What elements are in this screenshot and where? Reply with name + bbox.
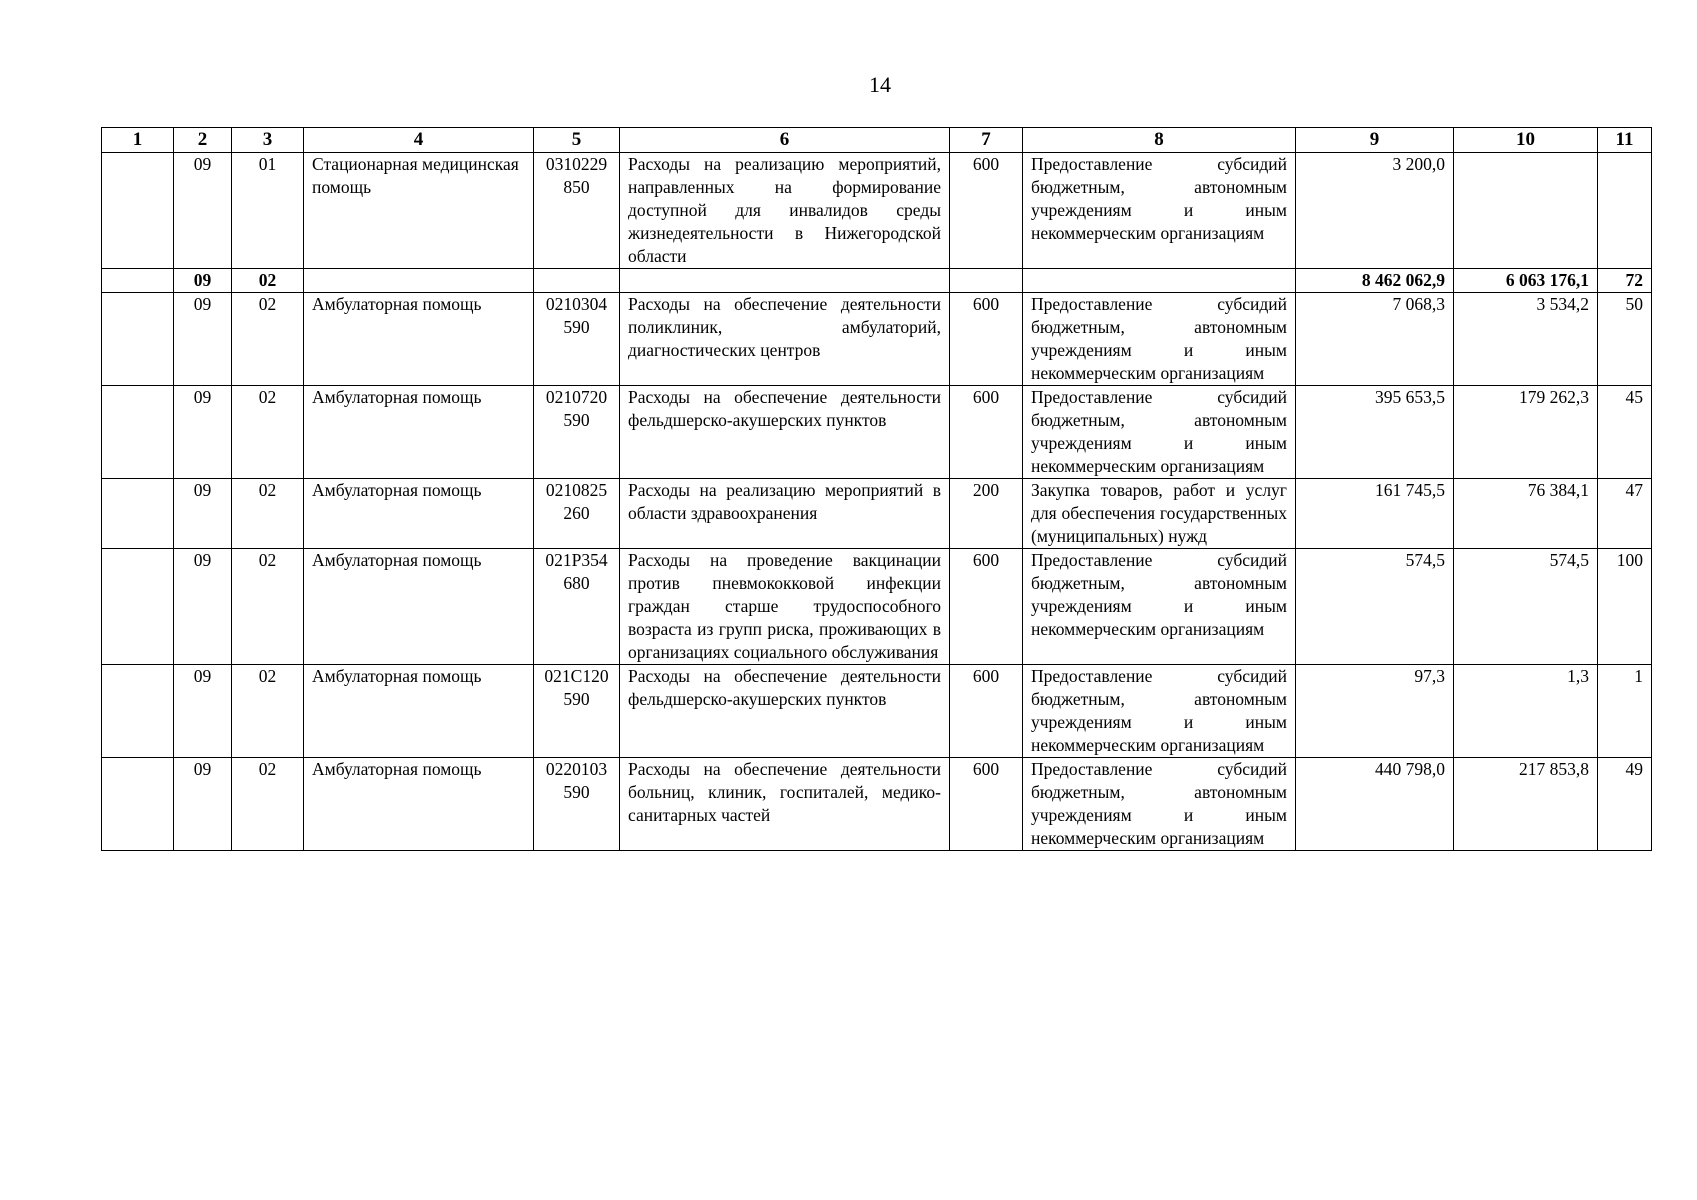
planned-amount-cell: 97,3 bbox=[1296, 665, 1454, 758]
table-header-row bbox=[102, 128, 1652, 153]
expense-type-code-cell: 600 bbox=[950, 153, 1023, 269]
row-number-cell bbox=[102, 293, 174, 386]
target-article-code-cell: 0210825260 bbox=[534, 479, 620, 549]
column-header-10: 10 bbox=[1454, 128, 1598, 153]
executed-amount-cell: 6 063 176,1 bbox=[1454, 269, 1598, 293]
table-row bbox=[102, 479, 1652, 549]
column-header-7: 7 bbox=[950, 128, 1023, 153]
expense-type-name-cell: Закупка товаров, работ и услуг для обеспечения государственных (муниципальных) нужд bbox=[1023, 479, 1296, 549]
expense-type-name-cell: Предоставление субсидий бюджетным, автономным учреждениям и иным некоммерческим организациям bbox=[1023, 153, 1296, 269]
subsection-name-cell: Амбулаторная помощь bbox=[304, 293, 534, 386]
expense-type-name-cell: Предоставление субсидий бюджетным, автономным учреждениям и иным некоммерческим организациям bbox=[1023, 665, 1296, 758]
execution-percent-cell: 47 bbox=[1598, 479, 1652, 549]
section-code-cell: 09 bbox=[174, 386, 232, 479]
expense-type-name-cell: Предоставление субсидий бюджетным, автономным учреждениям и иным некоммерческим организациям bbox=[1023, 293, 1296, 386]
planned-amount-cell: 161 745,5 bbox=[1296, 479, 1454, 549]
executed-amount-cell bbox=[1454, 153, 1598, 269]
row-number-cell bbox=[102, 758, 174, 851]
planned-amount-cell: 7 068,3 bbox=[1296, 293, 1454, 386]
target-article-code-cell: 021P354680 bbox=[534, 549, 620, 665]
row-number-cell bbox=[102, 479, 174, 549]
target-article-code-cell: 021C120590 bbox=[534, 665, 620, 758]
column-header-6: 6 bbox=[620, 128, 950, 153]
target-article-name-cell: Расходы на реализацию мероприятий, направленных на формирование доступной для инвалидов среды жизнедеятельности в Нижегородской области bbox=[620, 153, 950, 269]
target-article-code-cell: 0220103590 bbox=[534, 758, 620, 851]
target-article-code-cell bbox=[534, 269, 620, 293]
subsection-name-cell bbox=[304, 269, 534, 293]
expense-type-name-cell bbox=[1023, 269, 1296, 293]
executed-amount-cell: 179 262,3 bbox=[1454, 386, 1598, 479]
subtotal-row bbox=[102, 269, 1652, 293]
target-article-name-cell: Расходы на обеспечение деятельности больниц, клиник, госпиталей, медико-санитарных частей bbox=[620, 758, 950, 851]
expense-type-code-cell: 200 bbox=[950, 479, 1023, 549]
row-number-cell bbox=[102, 549, 174, 665]
target-article-name-cell: Расходы на обеспечение деятельности фельдшерско-акушерских пунктов bbox=[620, 386, 950, 479]
subsection-code-cell: 02 bbox=[232, 549, 304, 665]
expense-type-name-cell: Предоставление субсидий бюджетным, автономным учреждениям и иным некоммерческим организациям bbox=[1023, 549, 1296, 665]
planned-amount-cell: 3 200,0 bbox=[1296, 153, 1454, 269]
subsection-name-cell: Амбулаторная помощь bbox=[304, 758, 534, 851]
expense-type-code-cell: 600 bbox=[950, 665, 1023, 758]
table-body bbox=[102, 153, 1652, 851]
section-code-cell: 09 bbox=[174, 665, 232, 758]
column-header-1: 1 bbox=[102, 128, 174, 153]
target-article-name-cell: Расходы на проведение вакцинации против пневмококковой инфекции граждан старше трудоспособного возраста из групп риска, проживающих в организациях социального обслуживания bbox=[620, 549, 950, 665]
column-header-5: 5 bbox=[534, 128, 620, 153]
expense-type-code-cell: 600 bbox=[950, 758, 1023, 851]
column-header-4: 4 bbox=[304, 128, 534, 153]
target-article-code-cell: 0310229850 bbox=[534, 153, 620, 269]
executed-amount-cell: 574,5 bbox=[1454, 549, 1598, 665]
column-header-11: 11 bbox=[1598, 128, 1652, 153]
execution-percent-cell: 49 bbox=[1598, 758, 1652, 851]
row-number-cell bbox=[102, 153, 174, 269]
planned-amount-cell: 8 462 062,9 bbox=[1296, 269, 1454, 293]
execution-percent-cell: 1 bbox=[1598, 665, 1652, 758]
section-code-cell: 09 bbox=[174, 153, 232, 269]
row-number-cell bbox=[102, 386, 174, 479]
subsection-name-cell: Амбулаторная помощь bbox=[304, 549, 534, 665]
table-row bbox=[102, 549, 1652, 665]
subsection-name-cell: Амбулаторная помощь bbox=[304, 665, 534, 758]
subsection-name-cell: Амбулаторная помощь bbox=[304, 479, 534, 549]
planned-amount-cell: 395 653,5 bbox=[1296, 386, 1454, 479]
expense-type-name-cell: Предоставление субсидий бюджетным, автономным учреждениям и иным некоммерческим организациям bbox=[1023, 386, 1296, 479]
subsection-code-cell: 02 bbox=[232, 665, 304, 758]
execution-percent-cell: 72 bbox=[1598, 269, 1652, 293]
execution-percent-cell: 100 bbox=[1598, 549, 1652, 665]
target-article-code-cell: 0210720590 bbox=[534, 386, 620, 479]
table-row bbox=[102, 153, 1652, 269]
column-header-8: 8 bbox=[1023, 128, 1296, 153]
execution-percent-cell: 50 bbox=[1598, 293, 1652, 386]
table-row bbox=[102, 758, 1652, 851]
subsection-code-cell: 02 bbox=[232, 479, 304, 549]
row-number-cell bbox=[102, 665, 174, 758]
executed-amount-cell: 76 384,1 bbox=[1454, 479, 1598, 549]
section-code-cell: 09 bbox=[174, 479, 232, 549]
section-code-cell: 09 bbox=[174, 269, 232, 293]
expense-type-code-cell: 600 bbox=[950, 293, 1023, 386]
expense-type-code-cell bbox=[950, 269, 1023, 293]
subsection-code-cell: 02 bbox=[232, 293, 304, 386]
table-row bbox=[102, 665, 1652, 758]
section-code-cell: 09 bbox=[174, 293, 232, 386]
executed-amount-cell: 217 853,8 bbox=[1454, 758, 1598, 851]
target-article-name-cell: Расходы на обеспечение деятельности поликлиник, амбулаторий, диагностических центров bbox=[620, 293, 950, 386]
subsection-code-cell: 02 bbox=[232, 386, 304, 479]
section-code-cell: 09 bbox=[174, 549, 232, 665]
table-row bbox=[102, 293, 1652, 386]
target-article-name-cell: Расходы на реализацию мероприятий в области здравоохранения bbox=[620, 479, 950, 549]
column-header-9: 9 bbox=[1296, 128, 1454, 153]
page-number: 14 bbox=[869, 72, 891, 97]
expense-type-code-cell: 600 bbox=[950, 549, 1023, 665]
target-article-name-cell: Расходы на обеспечение деятельности фельдшерско-акушерских пунктов bbox=[620, 665, 950, 758]
table-row bbox=[102, 386, 1652, 479]
column-header-3: 3 bbox=[232, 128, 304, 153]
executed-amount-cell: 3 534,2 bbox=[1454, 293, 1598, 386]
expense-type-name-cell: Предоставление субсидий бюджетным, автономным учреждениям и иным некоммерческим организациям bbox=[1023, 758, 1296, 851]
budget-table bbox=[101, 127, 1652, 851]
planned-amount-cell: 574,5 bbox=[1296, 549, 1454, 665]
expense-type-code-cell: 600 bbox=[950, 386, 1023, 479]
row-number-cell bbox=[102, 269, 174, 293]
subsection-code-cell: 02 bbox=[232, 758, 304, 851]
executed-amount-cell: 1,3 bbox=[1454, 665, 1598, 758]
target-article-name-cell bbox=[620, 269, 950, 293]
subsection-name-cell: Стационарная медицинская помощь bbox=[304, 153, 534, 269]
section-code-cell: 09 bbox=[174, 758, 232, 851]
planned-amount-cell: 440 798,0 bbox=[1296, 758, 1454, 851]
subsection-code-cell: 01 bbox=[232, 153, 304, 269]
subsection-code-cell: 02 bbox=[232, 269, 304, 293]
execution-percent-cell: 45 bbox=[1598, 386, 1652, 479]
target-article-code-cell: 0210304590 bbox=[534, 293, 620, 386]
column-header-2: 2 bbox=[174, 128, 232, 153]
subsection-name-cell: Амбулаторная помощь bbox=[304, 386, 534, 479]
execution-percent-cell bbox=[1598, 153, 1652, 269]
